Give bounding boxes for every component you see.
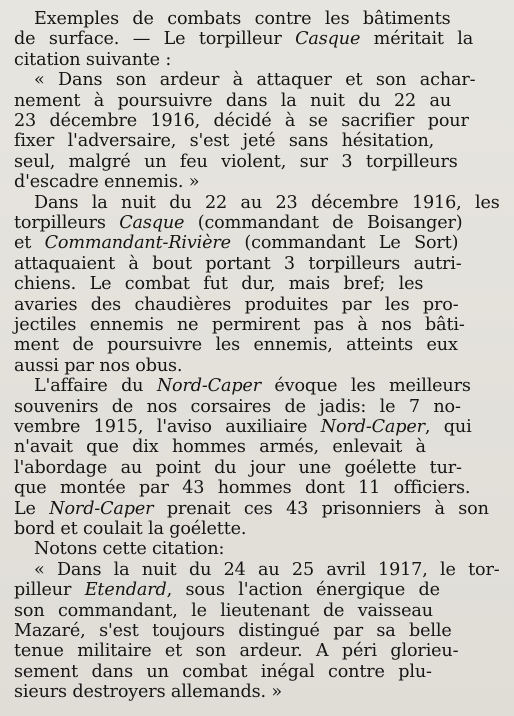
- text-line: [14, 314, 465, 336]
- text-line: [14, 273, 423, 295]
- text-segment: bord et coulait la goélette.: [14, 519, 247, 539]
- text-segment: Le: [14, 498, 50, 519]
- text-segment: prenait ces 43 prisonniers à son: [153, 498, 489, 519]
- text-segment: vembre 1915, l'aviso auxiliaire: [14, 417, 321, 437]
- text-segment: (commandant de Boisanger): [184, 213, 463, 233]
- text-segment: n'avait que dix hommes armés, enlevait à: [14, 437, 426, 458]
- text-segment: seul, malgré un feu violent, sur 3 torpilleurs: [14, 151, 458, 172]
- text-line: [14, 294, 459, 316]
- italic-segment: Casque: [295, 29, 361, 50]
- text-line: [14, 334, 458, 356]
- text-line: [34, 69, 475, 91]
- text-segment: ment de poursuivre les ennemis, atteints eux: [14, 335, 458, 356]
- text-line: [14, 355, 182, 377]
- text-line: [14, 518, 246, 540]
- text-segment: 23 décembre 1916, décidé à se sacrifier pour: [14, 111, 469, 131]
- text-line: [14, 90, 451, 112]
- italic-segment: Commandant-Rivière: [44, 233, 231, 254]
- text-line: [14, 579, 440, 601]
- text-line: [14, 416, 472, 438]
- text-segment: l'abordage au point du jour une goélette tur-: [14, 457, 462, 478]
- text-segment: Notons cette citation:: [34, 539, 225, 560]
- italic-segment: Nord-Caper: [49, 498, 154, 519]
- text-line: [14, 232, 458, 254]
- text-line: [14, 620, 452, 642]
- italic-segment: Nord-Caper: [320, 417, 425, 437]
- text-line: [14, 151, 458, 173]
- text-segment: pilleur: [14, 580, 85, 601]
- text-line: [14, 171, 199, 193]
- text-segment: , sous l'action énergique de: [166, 580, 440, 601]
- text-segment: chiens. Le combat fut dur, mais bref; les: [14, 274, 424, 295]
- text-segment: évoque les meilleurs: [260, 376, 471, 397]
- text-line: [34, 538, 224, 560]
- text-line: [14, 28, 473, 50]
- text-segment: Dans la nuit du 22 au 23 décembre 1916, les: [34, 192, 500, 213]
- text-segment: Mazaré, s'est toujours distingué par sa belle: [14, 621, 452, 641]
- text-segment: nement à poursuivre dans la nuit du 22 au: [14, 90, 452, 111]
- text-line: [14, 457, 462, 479]
- text-segment: méritait la: [360, 29, 474, 50]
- text-line: [14, 640, 458, 662]
- text-segment: L'affaire du: [34, 376, 157, 397]
- text-line: [14, 212, 462, 234]
- text-segment: « Dans la nuit du 24 au 25 avril 1917, le tor-: [34, 559, 500, 580]
- text-line: [14, 681, 282, 703]
- text-line: [34, 375, 471, 397]
- text-segment: que montée par 43 hommes dont 11 officiers.: [14, 478, 471, 499]
- text-segment: jectiles ennemis ne permirent pas à nos bâti-: [14, 315, 465, 335]
- text-segment: tenue militaire et son ardeur. A péri glorieu-: [14, 641, 459, 662]
- text-line: [14, 396, 461, 418]
- text-line: [14, 436, 426, 458]
- text-segment: avaries des chaudières produites par les pro-: [14, 294, 459, 315]
- text-line: [34, 192, 500, 214]
- italic-segment: Nord-Caper: [156, 376, 261, 397]
- text-line: [14, 49, 171, 71]
- text-line: [14, 253, 462, 275]
- text-segment: (commandant Le Sort): [230, 233, 459, 254]
- italic-segment: Casque: [119, 213, 185, 233]
- text-segment: « Dans son ardeur à attaquer et son achar-: [34, 70, 476, 91]
- text-segment: souvenirs de nos corsaires de jadis: le 7 no-: [14, 396, 461, 417]
- text-segment: de surface. — Le torpilleur: [14, 29, 296, 50]
- text-segment: fixer l'adversaire, s'est jeté sans hésitation,: [14, 131, 435, 152]
- text-segment: sieurs destroyers allemands. »: [14, 682, 282, 703]
- text-segment: citation suivante :: [14, 49, 172, 70]
- text-segment: son commandant, le lieutenant de vaisseau: [14, 600, 433, 621]
- text-segment: et: [14, 233, 45, 254]
- text-segment: aussi par nos obus.: [14, 355, 183, 376]
- text-segment: sement dans un combat inégal contre plu-: [14, 661, 432, 682]
- text-line: [14, 110, 469, 132]
- text-line: [14, 130, 434, 152]
- text-line: [34, 8, 451, 30]
- text-line: [14, 498, 489, 520]
- text-segment: , qui: [424, 417, 472, 437]
- italic-segment: Etendard: [84, 580, 167, 601]
- text-line: [14, 600, 433, 622]
- text-line: [14, 661, 432, 683]
- text-segment: d'escadre ennemis. »: [14, 172, 200, 193]
- text-segment: attaquaient à bout portant 3 torpilleurs autri-: [14, 253, 462, 274]
- text-segment: Exemples de combats contre les bâtiments: [34, 9, 451, 29]
- text-segment: torpilleurs: [14, 213, 120, 233]
- text-line: [14, 477, 470, 499]
- text-line: [34, 559, 500, 581]
